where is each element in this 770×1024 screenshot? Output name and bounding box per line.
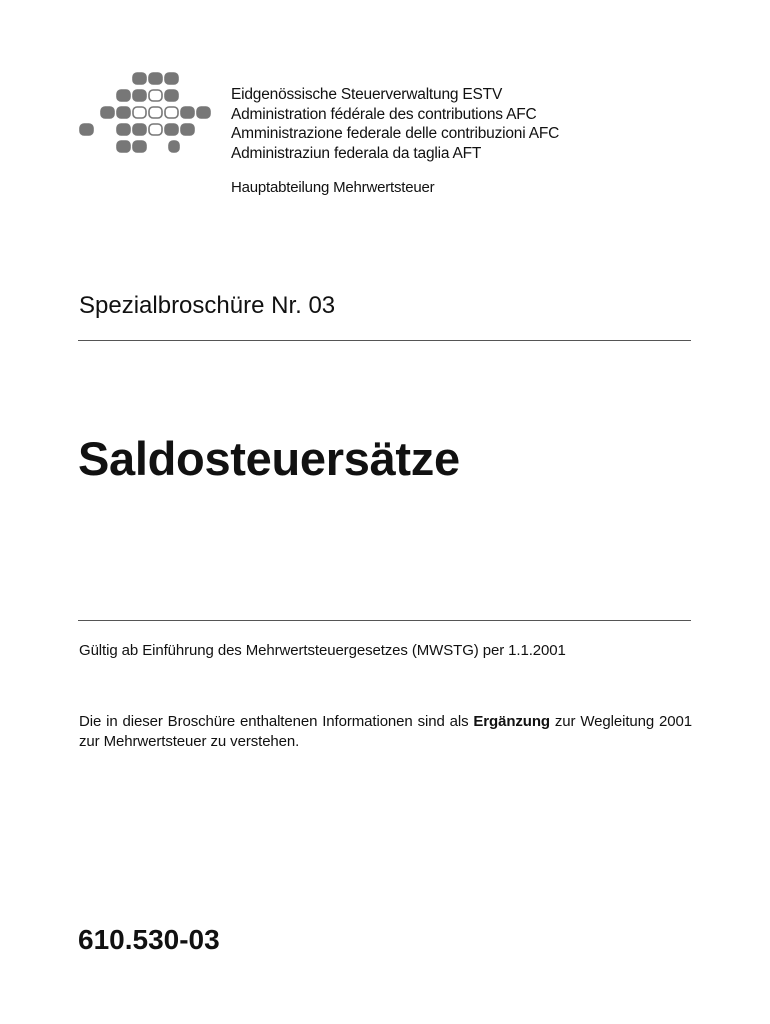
logo-dot — [181, 124, 194, 135]
logo-dot — [117, 107, 130, 118]
logo-dot — [80, 124, 93, 135]
agency-name-it: Amministrazione federale delle contribuzioni AFC — [231, 125, 560, 142]
note-emphasis: Ergänzung — [473, 713, 550, 730]
logo-dot — [133, 73, 146, 84]
logo-dot — [181, 107, 194, 118]
logo-dot-ring — [149, 124, 162, 135]
logo-dot — [169, 141, 179, 152]
logo-dot — [149, 73, 162, 84]
logo-dot — [133, 90, 146, 101]
logo-dot — [197, 107, 210, 118]
logo-dot-ring — [149, 107, 162, 118]
note-text-end: zur Wegleitung 2001 zur Mehrwertsteuer zu verstehen. — [79, 713, 693, 750]
agency-name-fr: Administration fédérale des contributions AFC — [231, 105, 537, 123]
validity-statement: Gültig ab Einführung des Mehrwertsteuergesetzes (MWSTG) per 1.1.2001 — [79, 642, 566, 659]
logo-dot — [117, 90, 130, 101]
logo-dot — [165, 90, 178, 101]
logo-dot — [165, 124, 178, 135]
divider-bottom — [78, 620, 691, 621]
estv-logo — [78, 72, 220, 156]
series-title: Spezialbroschüre Nr. 03 — [79, 292, 336, 319]
logo-dot — [133, 141, 146, 152]
logo-dot — [165, 73, 178, 84]
document-number: 610.530-03 — [78, 924, 220, 955]
agency-name-de: Eidgenössische Steuerverwaltung ESTV — [231, 86, 503, 103]
divider-top — [78, 340, 691, 341]
logo-dot — [101, 107, 114, 118]
logo-dot — [133, 124, 146, 135]
logo-dot-ring — [149, 90, 162, 101]
supplement-note — [79, 712, 692, 751]
logo-dot — [117, 124, 130, 135]
department-name: Hauptabteilung Mehrwertsteuer — [231, 179, 435, 196]
agency-name-rm: Administraziun federala da taglia AFT — [231, 144, 482, 162]
note-text-start: Die in dieser Broschüre enthaltenen Informationen sind als — [79, 713, 474, 730]
document-title: Saldosteuersätze — [78, 432, 460, 485]
logo-dot — [117, 141, 130, 152]
logo-dot-ring — [165, 107, 178, 118]
agency-names — [231, 85, 559, 163]
logo-dot-ring — [133, 107, 146, 118]
